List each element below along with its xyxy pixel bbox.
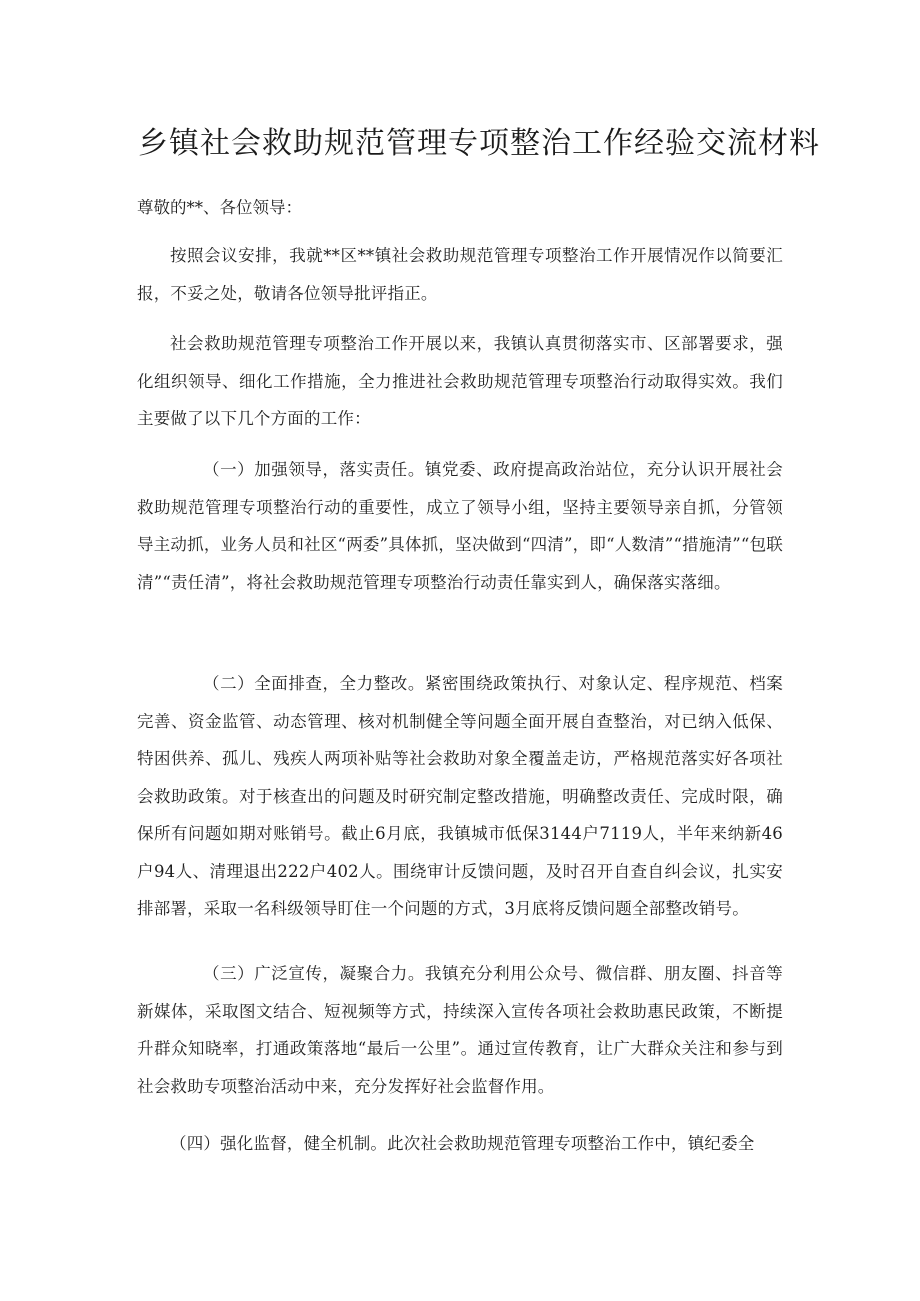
- document-title: 乡镇社会救助规范管理专项整治工作经验交流材料: [138, 126, 820, 161]
- paragraph-section-4: （四）强化监督，健全机制。此次社会救助规范管理专项整治工作中，镇纪委全: [170, 1134, 755, 1153]
- paragraph-section-1: （一）加强领导，落实责任。镇党委、政府提高政治站位，充分认识开展社会救助规范管理专项整治行动的重要性，成立了领导小组，坚持主要领导亲自抓，分管领导主动抓，业务人员和社区“两委”具体抓，坚决做到“四清”，即“人数清”“措施清”“包联清”“责任清”，将社会救助规范管理专项整治行动责任靠实到人，确保落实落细。: [137, 460, 783, 592]
- salutation: 尊敬的**、各位领导：: [137, 198, 302, 217]
- paragraph-overview: 社会救助规范管理专项整治工作开展以来，我镇认真贯彻落实市、区部署要求，强化组织领导、细化工作措施，全力推进社会救助规范管理专项整治行动取得实效。我们主要做了以下几个方面的工作：: [137, 334, 783, 428]
- paragraph-section-2: （二）全面排查，全力整改。紧密围绕政策执行、对象认定、程序规范、档案完善、资金监管、动态管理、核对机制健全等问题全面开展自查整治，对已纳入低保、特困供养、孤儿、残疾人两项补贴等社会救助对象全覆盖走访，严格规范落实好各项社会救助政策。对于核查出的问题及时研究制定整改措施，明确整改责任、完成时限，确保所有问题如期对账销号。截止6月底，我镇城市低保3144户7119人，半年来纳新46户94人、清理退出222户402人。围绕审计反馈问题，及时召开自查自纠会议，扎实安排部署，采取一名科级领导盯住一个问题的方式，3月底将反馈问题全部整改销号。: [137, 674, 783, 918]
- paragraph-section-3: （三）广泛宣传，凝聚合力。我镇充分利用公众号、微信群、朋友圈、抖音等新媒体，采取图文结合、短视频等方式，持续深入宣传各项社会救助惠民政策，不断提升群众知晓率，打通政策落地“最后一公里”。通过宣传教育，让广大群众关注和参与到社会救助专项整治活动中来，充分发挥好社会监督作用。: [137, 964, 783, 1096]
- paragraph-intro: 按照会议安排，我就**区**镇社会救助规范管理专项整治工作开展情况作以简要汇报，不妥之处，敬请各位领导批评指正。: [137, 246, 783, 303]
